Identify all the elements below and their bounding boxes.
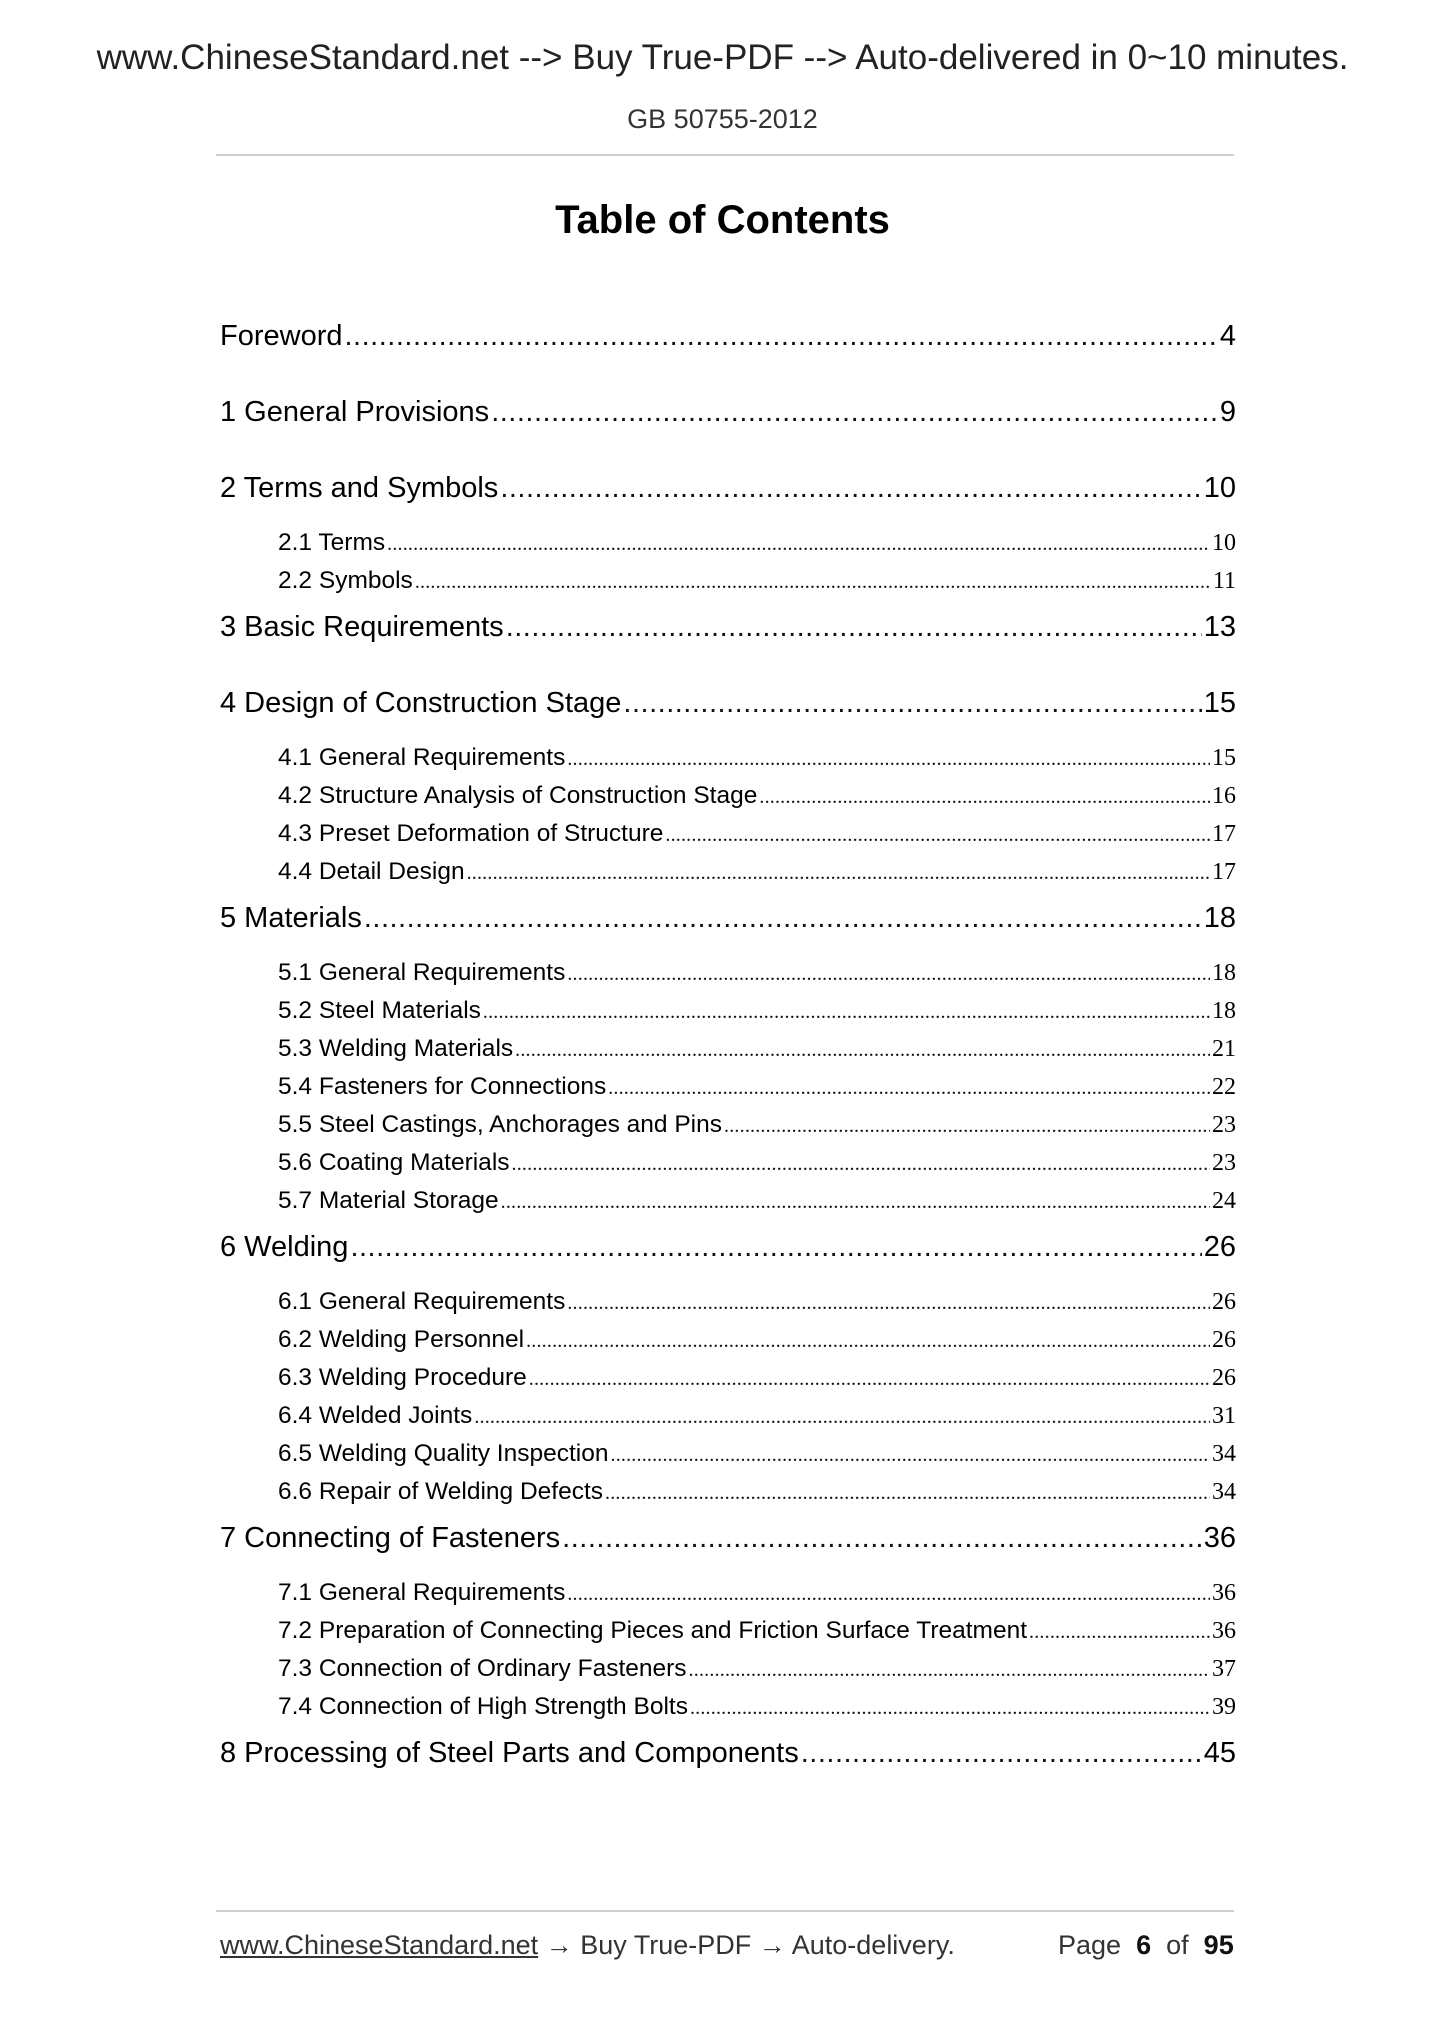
- toc-entry[interactable]: [278, 1364, 1236, 1398]
- toc-leader-dots: [526, 1330, 1210, 1353]
- toc-entry-label: 7.2 Preparation of Connecting Pieces and Friction Surface Treatment: [278, 1617, 1028, 1644]
- toc-leader-dots: [759, 786, 1210, 809]
- toc-entry-label: 2.2 Symbols: [278, 567, 413, 594]
- top-banner: www.ChineseStandard.net --> Buy True-PDF --> Auto-delivered in 0~10 minutes.: [96, 38, 1349, 77]
- toc-entry[interactable]: [278, 959, 1236, 993]
- toc-leader-dots: [611, 1444, 1211, 1467]
- toc-entry-label: 5.7 Material Storage: [278, 1187, 499, 1214]
- toc-entry-label: 5.4 Fasteners for Connections: [278, 1073, 607, 1100]
- toc-entry-page: 10: [1212, 530, 1236, 556]
- toc-leader-dots: [623, 687, 1201, 720]
- toc-entry-page: 34: [1212, 1479, 1236, 1505]
- toc-entry-label: 6.3 Welding Procedure: [278, 1364, 527, 1391]
- toc-entry-label: 5.3 Welding Materials: [278, 1035, 514, 1062]
- toc-entry-label: 6 Welding: [220, 1231, 349, 1263]
- footer-website-link[interactable]: www.ChineseStandard.net: [220, 1930, 539, 1960]
- toc-entry[interactable]: [278, 1073, 1236, 1107]
- toc-entry[interactable]: [278, 820, 1236, 854]
- toc-entry[interactable]: [278, 1187, 1236, 1221]
- toc-entry-label: 5.5 Steel Castings, Anchorages and Pins: [278, 1111, 723, 1138]
- toc-entry-label: 4 Design of Construction Stage: [220, 687, 622, 719]
- toc-leader-dots: [608, 1077, 1210, 1100]
- toc-leader-dots: [529, 1368, 1210, 1391]
- toc-entry[interactable]: [278, 1655, 1236, 1689]
- toc-leader-dots: [500, 472, 1201, 505]
- toc-entry[interactable]: [220, 611, 1236, 651]
- toc-leader-dots: [345, 320, 1218, 353]
- toc-leader-dots: [491, 396, 1218, 429]
- toc-leader-dots: [689, 1659, 1210, 1682]
- toc-entry-label: 5.1 General Requirements: [278, 959, 566, 986]
- toc-entry-page: 34: [1212, 1441, 1236, 1467]
- toc-entry-label: 4.3 Preset Deformation of Structure: [278, 820, 664, 847]
- toc-leader-dots: [567, 963, 1210, 986]
- of-word: of: [1166, 1930, 1189, 1960]
- current-page: 6: [1136, 1930, 1152, 1960]
- toc-entry[interactable]: [278, 1579, 1236, 1613]
- toc-entry-label: 5.6 Coating Materials: [278, 1149, 510, 1176]
- toc-entry-page: 23: [1212, 1112, 1236, 1138]
- toc-entry[interactable]: [278, 1288, 1236, 1322]
- toc-entry-label: 7.1 General Requirements: [278, 1579, 566, 1606]
- toc-entry-label: 3 Basic Requirements: [220, 611, 504, 643]
- toc-leader-dots: [665, 824, 1210, 847]
- toc-entry-page: 21: [1212, 1036, 1236, 1062]
- toc-entry[interactable]: [220, 320, 1236, 360]
- toc-entry[interactable]: [220, 472, 1236, 512]
- toc-leader-dots: [387, 533, 1210, 556]
- toc-entry[interactable]: [278, 1478, 1236, 1512]
- toc-entry-page: 13: [1203, 611, 1236, 643]
- toc-entry-page: 11: [1212, 568, 1236, 594]
- page-indicator: [1058, 1930, 1234, 1961]
- toc-entry[interactable]: [220, 687, 1236, 727]
- toc-entry-page: 16: [1212, 783, 1236, 809]
- toc-entry-page: 24: [1212, 1188, 1236, 1214]
- toc-entry[interactable]: [278, 1617, 1236, 1651]
- toc-entry[interactable]: [278, 1149, 1236, 1183]
- toc-leader-dots: [467, 862, 1210, 885]
- toc-entry[interactable]: [278, 1111, 1236, 1145]
- toc-entry-page: 23: [1212, 1150, 1236, 1176]
- toc-entry-label: 2 Terms and Symbols: [220, 472, 499, 504]
- header-divider: [216, 154, 1234, 156]
- toc-entry-label: 7.4 Connection of High Strength Bolts: [278, 1693, 688, 1720]
- toc-leader-dots: [690, 1697, 1210, 1720]
- toc-leader-dots: [364, 902, 1202, 935]
- toc-entry-page: 18: [1212, 960, 1236, 986]
- toc-leader-dots: [512, 1153, 1210, 1176]
- toc-entry-page: 39: [1212, 1694, 1236, 1720]
- toc-entry-page: 26: [1203, 1231, 1236, 1263]
- toc-leader-dots: [506, 611, 1202, 644]
- toc-entry-page: 26: [1212, 1365, 1236, 1391]
- toc-entry-label: 4.2 Structure Analysis of Construction Stage: [278, 782, 758, 809]
- toc-entry-page: 9: [1219, 396, 1236, 428]
- toc-entry-label: 6.1 General Requirements: [278, 1288, 566, 1315]
- toc-entry[interactable]: [220, 396, 1236, 436]
- page-word: Page: [1058, 1930, 1122, 1960]
- toc-entry-page: 15: [1203, 687, 1236, 719]
- toc-leader-dots: [501, 1191, 1210, 1214]
- toc-leader-dots: [562, 1522, 1202, 1555]
- toc-entry-label: 7 Connecting of Fasteners: [220, 1522, 561, 1554]
- toc-entry[interactable]: [220, 1522, 1236, 1562]
- toc-entry[interactable]: [278, 529, 1236, 563]
- toc-entry-page: 17: [1212, 821, 1236, 847]
- toc-entry-page: 36: [1212, 1618, 1236, 1644]
- toc-entry[interactable]: [278, 744, 1236, 778]
- footer-left: [220, 1930, 955, 1961]
- toc-leader-dots: [515, 1039, 1210, 1062]
- toc-entry-page: 45: [1203, 1737, 1236, 1769]
- toc-entry[interactable]: [220, 1737, 1236, 1777]
- toc-leader-dots: [474, 1406, 1210, 1429]
- toc-entry[interactable]: [220, 902, 1236, 942]
- total-pages: 95: [1203, 1930, 1234, 1960]
- toc-entry[interactable]: [278, 858, 1236, 892]
- footer-text: → Buy True-PDF → Auto-delivery.: [538, 1930, 955, 1960]
- toc-entry[interactable]: [278, 782, 1236, 816]
- toc-entry-label: 8 Processing of Steel Parts and Components: [220, 1737, 799, 1769]
- toc-entry-page: 15: [1212, 745, 1236, 771]
- toc-entry-page: 18: [1203, 902, 1236, 934]
- footer-divider: [216, 1910, 1234, 1912]
- toc-entry-page: 37: [1212, 1656, 1236, 1682]
- toc-leader-dots: [483, 1001, 1210, 1024]
- toc-entry[interactable]: [278, 1440, 1236, 1474]
- toc-leader-dots: [567, 1583, 1210, 1606]
- toc-entry-page: 17: [1212, 859, 1236, 885]
- toc-entry-page: 4: [1219, 320, 1236, 352]
- toc-entry-page: 36: [1212, 1580, 1236, 1606]
- toc-entry-label: 1 General Provisions: [220, 396, 490, 428]
- toc-leader-dots: [567, 1292, 1210, 1315]
- toc-entry[interactable]: [278, 1035, 1236, 1069]
- toc-entry-label: 6.2 Welding Personnel: [278, 1326, 525, 1353]
- page-title: Table of Contents: [555, 198, 890, 242]
- toc-leader-dots: [415, 571, 1211, 594]
- toc-leader-dots: [1029, 1621, 1210, 1644]
- toc-entry-label: 6.5 Welding Quality Inspection: [278, 1440, 609, 1467]
- toc-entry-label: 2.1 Terms: [278, 529, 386, 556]
- toc-leader-dots: [801, 1737, 1202, 1770]
- toc-leader-dots: [567, 748, 1210, 771]
- toc-entry-label: 6.4 Welded Joints: [278, 1402, 473, 1429]
- toc-entry[interactable]: [278, 1326, 1236, 1360]
- toc-entry-page: 10: [1203, 472, 1236, 504]
- toc-entry[interactable]: [278, 1693, 1236, 1727]
- toc-entry-page: 31: [1212, 1403, 1236, 1429]
- toc-entry[interactable]: [278, 997, 1236, 1031]
- toc-entry-page: 26: [1212, 1327, 1236, 1353]
- toc-entry-label: 4.1 General Requirements: [278, 744, 566, 771]
- toc-entry-page: 22: [1212, 1074, 1236, 1100]
- toc-entry-label: 4.4 Detail Design: [278, 858, 465, 885]
- toc-entry-label: Foreword: [220, 320, 343, 352]
- toc-leader-dots: [350, 1231, 1201, 1264]
- toc-leader-dots: [724, 1115, 1210, 1138]
- toc-entry-page: 36: [1203, 1522, 1236, 1554]
- toc-entry-label: 5 Materials: [220, 902, 362, 934]
- toc-entry-page: 18: [1212, 998, 1236, 1024]
- standard-code: GB 50755-2012: [627, 104, 818, 134]
- toc-entry-label: 7.3 Connection of Ordinary Fasteners: [278, 1655, 687, 1682]
- toc-entry[interactable]: [278, 567, 1236, 601]
- toc-entry[interactable]: [220, 1231, 1236, 1271]
- toc-entry-label: 5.2 Steel Materials: [278, 997, 481, 1024]
- toc-entry-page: 26: [1212, 1289, 1236, 1315]
- toc-leader-dots: [605, 1482, 1210, 1505]
- toc-entry-label: 6.6 Repair of Welding Defects: [278, 1478, 604, 1505]
- toc-entry[interactable]: [278, 1402, 1236, 1436]
